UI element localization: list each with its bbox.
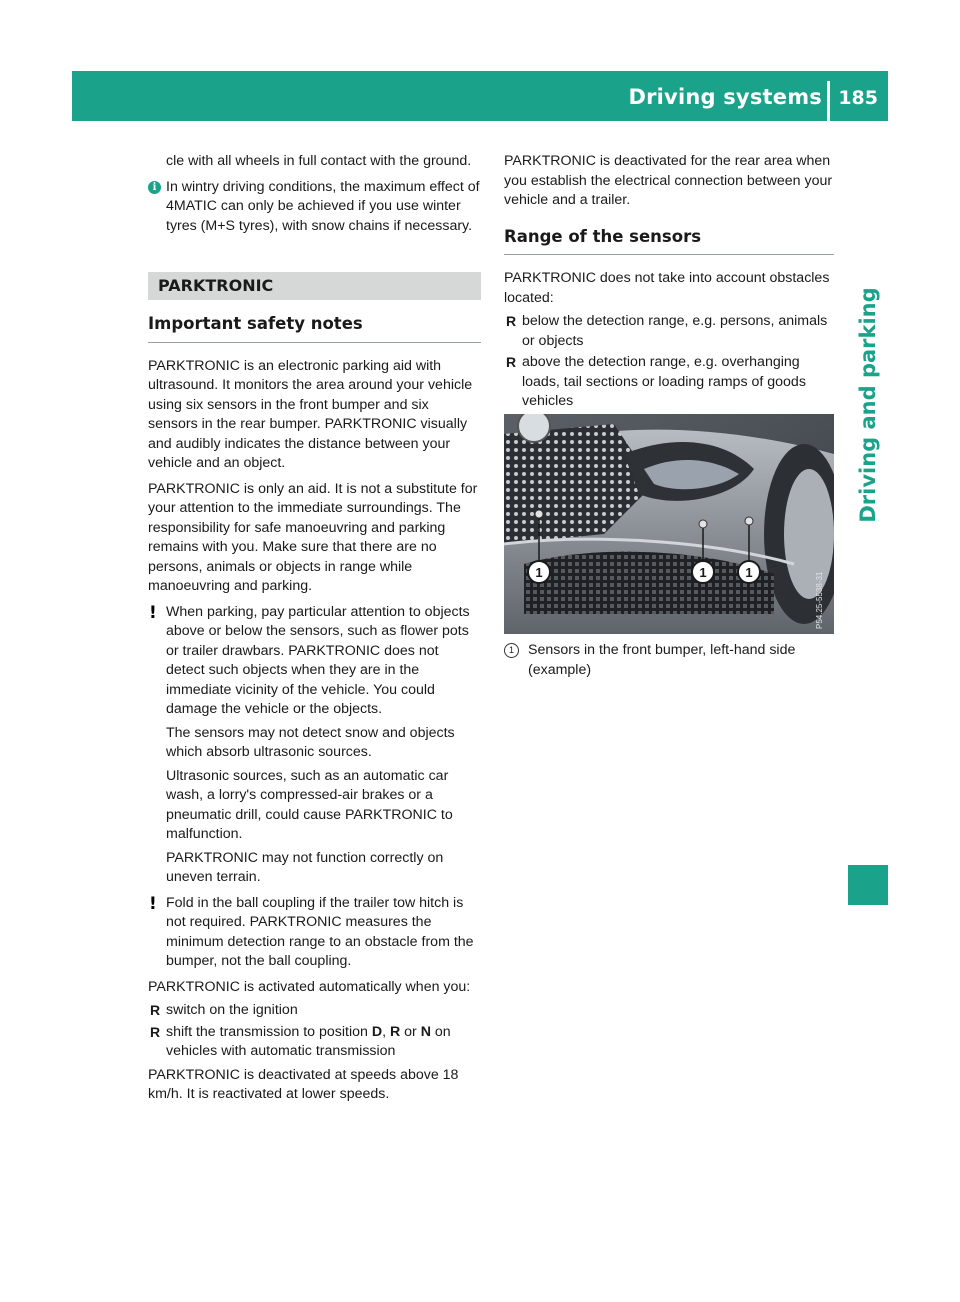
- list-sep: ,: [382, 1023, 390, 1040]
- list-item: [148, 1023, 481, 1062]
- subheading-safety: Important safety notes: [148, 314, 481, 343]
- right-column: [504, 152, 834, 414]
- photo-code: P54.25-5538-31: [815, 571, 824, 629]
- side-tab-marker: [848, 865, 888, 905]
- paragraph: PARKTRONIC is deactivated for the rear area when you establish the electrical connection between your vehicle and a trailer.: [504, 153, 833, 208]
- svg-text:1: 1: [745, 565, 753, 580]
- paragraph: PARKTRONIC is deactivated at speeds above 18 km/h. It is reactivated at lower speeds.: [148, 1066, 459, 1102]
- gear-n: N: [420, 1023, 431, 1040]
- svg-text:1: 1: [535, 565, 543, 580]
- callout-1-right: [738, 561, 760, 583]
- section-title: PARKTRONIC: [148, 272, 481, 300]
- paragraph: PARKTRONIC is activated automatically when you:: [148, 978, 471, 995]
- info-note-text: In wintry driving conditions, the maximum effect of 4MATIC can only be achieved if you use winter tyres (M+S tyres), with snow chains if necessary.: [166, 178, 480, 234]
- intro-continuation: cle with all wheels in full contact with the ground.: [166, 153, 472, 169]
- paragraph: PARKTRONIC is an electronic parking aid with ultrasound. It monitors the area around your vehicle using six sensors in the front bumper and six sensors in the rear bumper. PARKTRONIC visually and audibly indicates the distance between your vehicle and an object.: [148, 357, 473, 471]
- left-column: [148, 152, 481, 1111]
- warning-note: [148, 894, 481, 972]
- info-note: [148, 178, 481, 237]
- bullet-icon: R: [506, 313, 517, 329]
- paragraph: PARKTRONIC does not take into account obstacles located:: [504, 270, 830, 306]
- bumper-photo: [504, 414, 834, 634]
- warning-text: Ultrasonic sources, such as an automatic car wash, a lorry's compressed-air brakes or a pneumatic drill, could cause PARKTRONIC to malfunction.: [166, 767, 453, 842]
- caption-text: Sensors in the front bumper, left-hand side (example): [528, 642, 796, 678]
- warning-text: The sensors may not detect snow and objects which absorb ultrasonic sources.: [166, 724, 455, 760]
- warning-text: PARKTRONIC may not function correctly on uneven terrain.: [166, 849, 444, 885]
- exclamation-icon: !: [149, 602, 157, 623]
- gear-d: D: [371, 1023, 383, 1040]
- bullet-icon: R: [506, 354, 517, 370]
- header-divider: [827, 81, 830, 121]
- list-item-text: above the detection range, e.g. overhanging loads, tail sections or loading ramps of goods vehicles: [522, 354, 806, 409]
- svg-text:1: 1: [699, 565, 707, 580]
- list-item-text: shift the transmission to position: [166, 1023, 372, 1040]
- list-item: [148, 1001, 481, 1021]
- gear-r: R: [389, 1023, 401, 1040]
- bullet-icon: R: [150, 1023, 161, 1040]
- exclamation-icon: !: [149, 893, 157, 914]
- warning-text: When parking, pay particular attention to objects above or below the sensors, such as flower pots or trailer drawbars. PARKTRONIC does not detect such objects when they are in the immediate vicinity of the vehicle. You could damage the vehicle or the objects.: [166, 603, 470, 717]
- page-number: 185: [838, 87, 878, 109]
- list-item: [504, 353, 834, 412]
- list-item-text: below the detection range, e.g. persons, animals or objects: [522, 313, 828, 349]
- subheading-range: Range of the sensors: [504, 227, 834, 256]
- side-tab-label: Driving and parking: [856, 287, 880, 523]
- page-header: [72, 71, 888, 121]
- warning-note: [148, 603, 481, 888]
- chapter-title: Driving systems: [628, 85, 822, 109]
- caption-number: 1: [504, 643, 519, 658]
- list-or: or: [400, 1023, 421, 1040]
- car-front-illustration: [504, 414, 834, 634]
- info-icon: i: [148, 181, 161, 194]
- list-item-text: on vehicles with automatic transmission: [166, 1023, 451, 1059]
- callout-1-left: [528, 561, 550, 583]
- photo-caption: [504, 641, 834, 680]
- warning-text: Fold in the ball coupling if the trailer tow hitch is not required. PARKTRONIC measures the minimum detection range to an obstacle from the bumper, not the ball coupling.: [166, 894, 474, 969]
- paragraph: PARKTRONIC is only an aid. It is not a substitute for your attention to the immediate surroundings. The responsibility for safe manoeuvring and parking remains with you. Make sure that there are no persons, animals or objects in range while manoeuvring and parking.: [148, 480, 478, 594]
- list-item: [504, 312, 834, 351]
- callout-1-middle: [692, 561, 714, 583]
- bullet-icon: R: [150, 1002, 161, 1018]
- side-tab: [843, 287, 893, 523]
- list-item-text: switch on the ignition: [166, 1002, 298, 1018]
